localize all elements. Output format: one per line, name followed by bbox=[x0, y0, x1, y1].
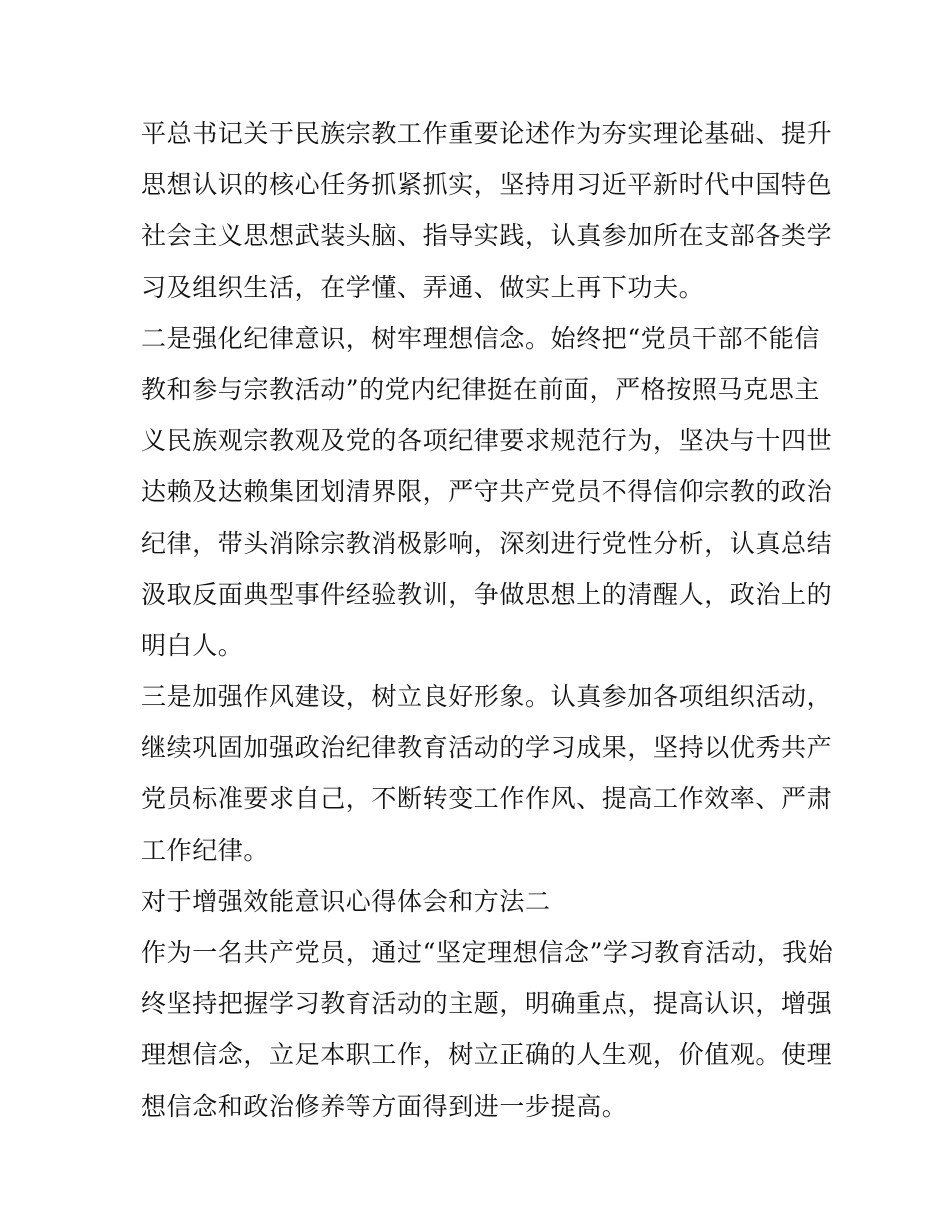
text-line: 作为一名共产党员，通过“坚定理想信念”学习教育活动，我始 bbox=[141, 938, 834, 967]
text-line: 教和参与宗教活动”的党内纪律挺在前面，严格按照马克思主 bbox=[141, 374, 820, 404]
text-line: 习及组织生活，在学懂、弄通、做实上再下功夫。 bbox=[141, 272, 705, 302]
section-heading: 对于增强效能意识心得体会和方法二 bbox=[141, 886, 551, 916]
text-line: 明白人。 bbox=[141, 630, 244, 660]
text-line: 纪律，带头消除宗教消极影响，深刻进行党性分析，认真总结 bbox=[141, 528, 833, 558]
text-line: 工作纪律。 bbox=[141, 835, 270, 865]
text-line: 想信念和政治修养等方面得到进一步提高。 bbox=[141, 1091, 628, 1121]
text-line: 三是加强作风建设，树立良好形象。认真参加各项组织活动， bbox=[141, 682, 833, 712]
text-line: 继续巩固加强政治纪律教育活动的学习成果，坚持以优秀共产 bbox=[141, 733, 833, 763]
text-line: 理想信念，立足本职工作，树立正确的人生观，价值观。使理 bbox=[141, 1040, 833, 1070]
text-line: 党员标准要求自己，不断转变工作作风、提高工作效率、严肃 bbox=[141, 784, 833, 814]
document-body bbox=[141, 108, 834, 1132]
text-line: 社会主义思想武装头脑、指导实践，认真参加所在支部各类学 bbox=[141, 221, 833, 251]
text-line: 汲取反面典型事件经验教训，争做思想上的清醒人，政治上的 bbox=[141, 579, 833, 609]
text-line: 二是强化纪律意识，树牢理想信念。始终把“党员干部不能信 bbox=[141, 323, 820, 353]
text-line: 思想认识的核心任务抓紧抓实，坚持用习近平新时代中国特色 bbox=[141, 170, 833, 200]
text-line: 义民族观宗教观及党的各项纪律要求规范行为，坚决与十四世 bbox=[141, 426, 833, 456]
text-line: 终坚持把握学习教育活动的主题，明确重点，提高认识，增强 bbox=[141, 989, 833, 1019]
text-line: 平总书记关于民族宗教工作重要论述作为夯实理论基础、提升 bbox=[141, 119, 833, 148]
text-line: 达赖及达赖集团划清界限，严守共产党员不得信仰宗教的政治 bbox=[141, 477, 833, 507]
